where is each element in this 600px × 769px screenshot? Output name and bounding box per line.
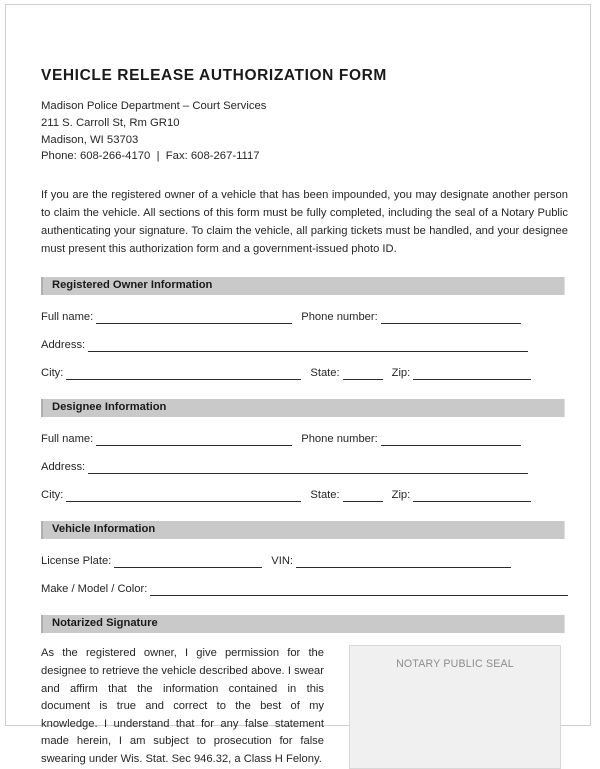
owner-city-state-zip-row	[41, 359, 568, 380]
designee-state-label: State:	[310, 489, 340, 502]
designee-full-name-input[interactable]	[96, 432, 292, 446]
designee-zip-label: Zip:	[391, 489, 411, 502]
section-header-registered-owner	[41, 277, 565, 295]
designee-address-row	[41, 453, 568, 474]
section-header-label: Registered Owner Information	[52, 279, 213, 292]
designee-zip-input[interactable]	[413, 488, 531, 502]
make-model-color-label: Make / Model / Color:	[41, 583, 148, 596]
owner-address-row	[41, 331, 568, 352]
designee-phone-number-label: Phone number:	[301, 433, 378, 446]
designee-city-input[interactable]	[66, 488, 301, 502]
designee-address-label: Address:	[41, 461, 86, 474]
owner-full-name-label: Full name:	[41, 311, 94, 324]
designee-state-input[interactable]	[343, 488, 383, 502]
license-plate-input[interactable]	[114, 554, 262, 568]
spacer	[324, 645, 349, 769]
letterhead-city-state-zip: Madison, WI 53703	[41, 133, 139, 146]
license-plate-label: License Plate:	[41, 555, 112, 568]
owner-state-label: State:	[310, 367, 340, 380]
vehicle-make-model-color-row	[41, 575, 568, 596]
vehicle-plate-vin-row	[41, 547, 568, 568]
owner-phone-number-input[interactable]	[381, 310, 521, 324]
notary-seal-box[interactable]	[349, 645, 561, 769]
designee-name-phone-row	[41, 425, 568, 446]
document-page	[5, 4, 591, 765]
vin-input[interactable]	[296, 554, 511, 568]
notary-seal-placeholder-label: NOTARY PUBLIC SEAL	[396, 658, 514, 671]
attestation-paragraph: As the registered owner, I give permission for the designee to retrieve the vehicle described above. I swear and affirm that the information contained in this document is true and correct to the best of my knowledge. I understand that for any false statement made herein, I am subject to prosecution for false swearing under Wis. Stat. Sec 946.32, a Class H Felony.	[41, 647, 324, 765]
notarized-signature-block	[41, 645, 565, 769]
owner-zip-input[interactable]	[413, 366, 531, 380]
section-header-designee	[41, 399, 565, 417]
designee-phone-number-input[interactable]	[381, 432, 521, 446]
section-header-label: Designee Information	[52, 401, 167, 414]
designee-city-label: City:	[41, 489, 64, 502]
page-title: VEHICLE RELEASE AUTHORIZATION FORM	[41, 67, 387, 84]
designee-full-name-label: Full name:	[41, 433, 94, 446]
vin-label: VIN:	[271, 555, 294, 568]
instructions-paragraph: If you are the registered owner of a vehicle that has been impounded, you may designate another person to claim the vehicle. All sections of this form must be fully completed, including the seal of a Notary Public authenticating your signature. To claim the vehicle, all parking tickets must be handled, and your designee must present this authorization form and a government-issued photo ID.	[41, 189, 568, 255]
designee-city-state-zip-row	[41, 481, 568, 502]
owner-address-label: Address:	[41, 339, 86, 352]
section-header-label: Notarized Signature	[52, 617, 158, 630]
letterhead-phone-fax: Phone: 608-266-4170 | Fax: 608-267-1117	[41, 150, 260, 163]
letterhead-street: 211 S. Carroll St, Rm GR10	[41, 116, 180, 129]
section-header-vehicle	[41, 521, 565, 539]
owner-state-input[interactable]	[343, 366, 383, 380]
owner-name-phone-row	[41, 303, 568, 324]
section-header-label: Vehicle Information	[52, 523, 156, 536]
designee-address-input[interactable]	[88, 460, 528, 474]
letterhead-department: Madison Police Department – Court Services	[41, 100, 267, 112]
owner-address-input[interactable]	[88, 338, 528, 352]
owner-city-input[interactable]	[66, 366, 301, 380]
owner-full-name-input[interactable]	[96, 310, 292, 324]
owner-city-label: City:	[41, 367, 64, 380]
section-header-notarized-signature	[41, 615, 565, 633]
make-model-color-input[interactable]	[150, 582, 568, 596]
document-body	[41, 67, 568, 769]
owner-phone-number-label: Phone number:	[301, 311, 378, 324]
owner-zip-label: Zip:	[391, 367, 411, 380]
